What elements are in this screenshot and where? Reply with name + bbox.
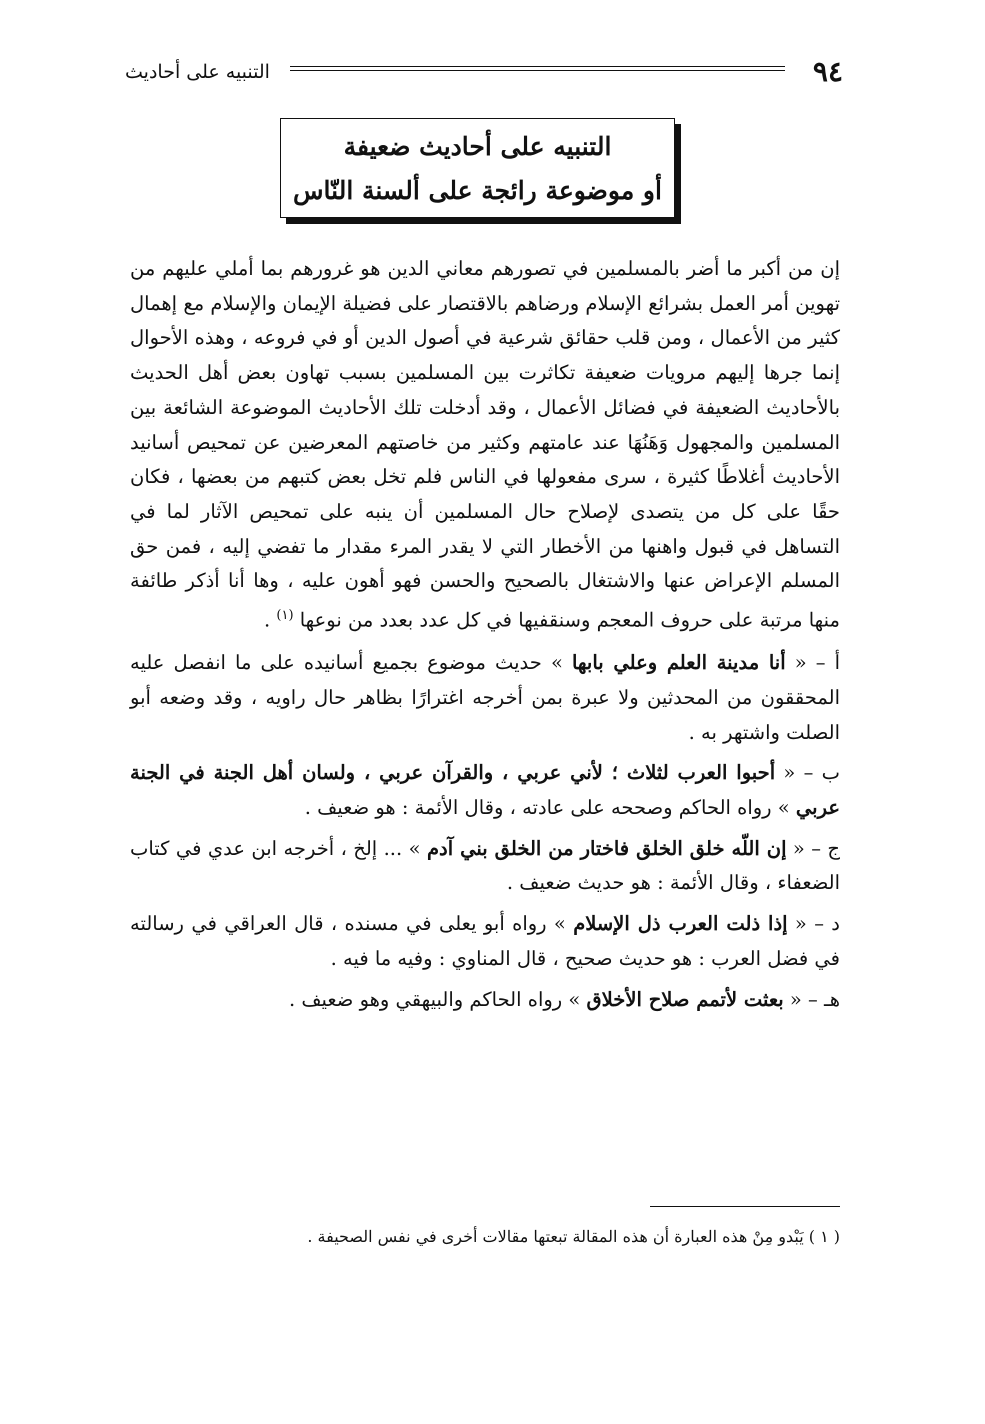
hadith-item (130, 907, 840, 976)
item-commentary: » ... إلخ ، أخرجه ابن عدي في كتاب الضعفاء ، وقال الأئمة : هو حديث ضعيف . (130, 836, 840, 895)
article-title-line-2: أو موضوعة رائجة على ألسنة النّاس (293, 176, 662, 205)
running-title: التنبيه على أحاديث (125, 61, 270, 83)
item-commentary: » رواه الحاكم والبيهقي وهو ضعيف . (288, 987, 587, 1011)
hadith-item (130, 756, 840, 825)
intro-text: إن من أكبر ما أضر بالمسلمين في تصورهم معاني الدين هو غرورهم بما أملي عليهم من تهوين أمر العمل بشرائع الإسلام ورضاهم بالاقتصار على فضيلة الإيمان والإسلام مع إهمال كثير من الأعمال ، ومن قلب حقائق شرعية في أصول الدين أو في فروعه ، وهذه الأحوال إنما جرها إليهم مرويات ضعيفة تكاثرت بين المسلمين بسبب تهاون بعض أهل الحديث بالأحاديث الضعيفة في فضائل الأعمال ، وقد أدخلت تلك الأحاديث الموضوعة الشائعة بين المسلمين والمجهول وَهَنُهَا عند عامتهم وكثير من خاصتهم المعرضين عن تمحيص أسانيد الأحاديث أغلاطًا كثيرة ، سرى مفعولها في الناس فلم تخل بعض كتبهم من بعضها ، فكان حقًا على كل من يتصدى لإصلاح حال المسلمين أن ينبه على تمحيص الآثار لما في التساهل في قبول واهنها من الأخطار التي لا يقدر المرء مقدار ما تفضي إليه ، فمن حق المسلم الإعراض عنها والاشتغال بالصحيح والحسن فهو أهون عليه ، وها أنا أذكر طائفة منها مرتبة على حروف المعجم وسنقفيها في كل عدد بعدد من نوعها (130, 257, 840, 632)
hadith-quote: أحبوا العرب لثلاث ؛ لأني عربي ، والقرآن عربي ، ولسان أهل الجنة في الجنة عربي (130, 761, 840, 820)
footnote-reference: (١) (276, 608, 294, 624)
hadith-item (130, 832, 840, 901)
hadith-quote: إذا ذلت العرب ذل الإسلام (573, 912, 788, 936)
item-commentary: » رواه الحاكم وصححه على عادته ، وقال الأئمة : هو ضعيف . (304, 796, 796, 820)
hadith-quote: إن اللّه خلق الخلق فاختار من الخلق بني آدم (426, 836, 787, 860)
page-number: ٩٤ (812, 55, 843, 88)
item-prefix: ب – « (775, 761, 840, 785)
article-title-box (280, 118, 675, 218)
item-commentary: » حديث موضوع بجميع أسانيده على ما انفصل عليه المحققون من المحدثين ولا عبرة بمن أخرجه اغترارًا بظاهر حال راويه ، وقد وضعه أبو الصلت واشتهر به . (130, 651, 840, 744)
intro-end: . (263, 608, 277, 632)
article-body (130, 252, 840, 1023)
item-commentary: » رواه أبو يعلى في مسنده ، قال العراقي في رسالته في فضل العرب : هو حديث صحيح ، قال المناوي : وفيه ما فيه . (130, 912, 840, 970)
footnote-separator (650, 1206, 840, 1207)
item-prefix: هـ – « (783, 987, 840, 1011)
running-header (125, 52, 843, 92)
intro-paragraph (130, 252, 840, 638)
hadith-item (130, 983, 840, 1018)
item-prefix: أ – « (785, 651, 840, 675)
article-title-line-1: التنبيه على أحاديث ضعيفة (343, 132, 612, 161)
item-prefix: د – « (787, 912, 840, 936)
footnote: ( ١ ) يَبْدو مِنْ هذه العبارة أن هذه المقالة تبعتها مقالات أخرى في نفس الصحيفة . (307, 1227, 840, 1246)
hadith-quote: بعثت لأتمم صلاح الأخلاق (586, 987, 784, 1011)
header-double-rule (290, 66, 785, 71)
item-prefix: ج – « (786, 836, 840, 860)
hadith-item (130, 646, 840, 750)
hadith-quote: أنا مدينة العلم وعلي بابها (571, 651, 786, 675)
